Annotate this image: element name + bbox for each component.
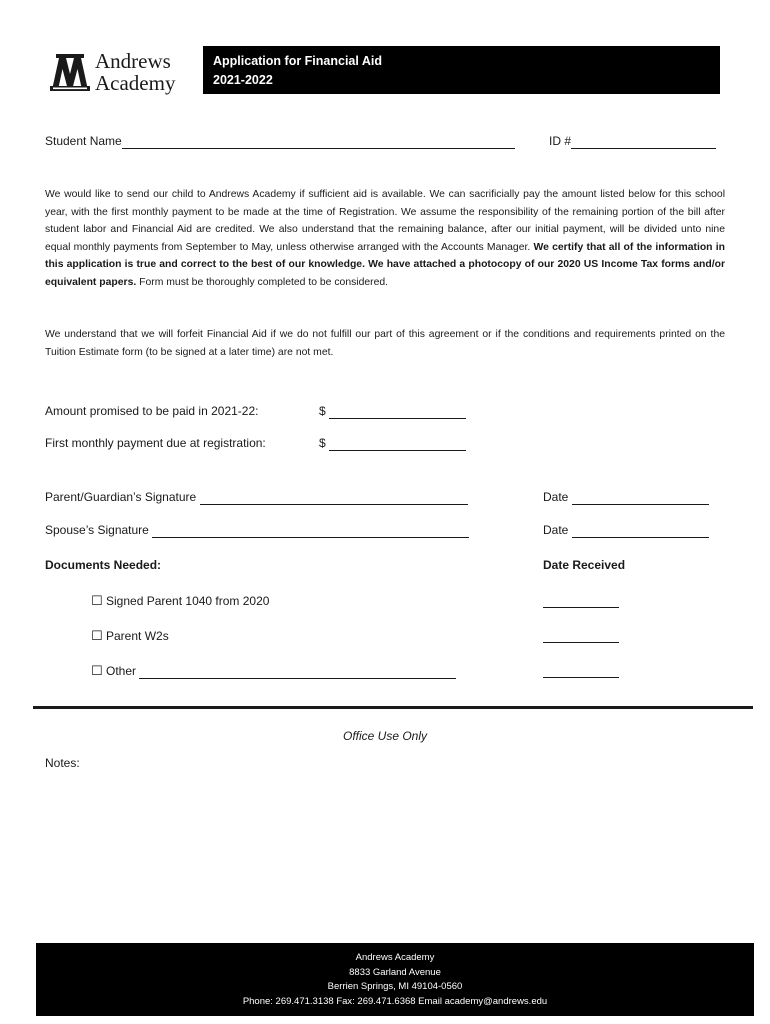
academy-logo [50, 48, 185, 98]
document-item-w2 [91, 628, 169, 644]
date-received-heading: Date Received [543, 558, 626, 572]
checkbox-other[interactable]: ☐ [91, 663, 103, 678]
notes-label: Notes: [45, 756, 80, 770]
amount-promised-row [319, 404, 466, 419]
date-received-other-field[interactable] [543, 663, 619, 678]
student-id-row [549, 134, 716, 149]
spouse-signature-row [45, 523, 469, 538]
parent-signature-row [45, 490, 468, 505]
section-divider [33, 706, 753, 709]
date-label: Date [543, 490, 569, 504]
academy-logo-icon [50, 52, 90, 92]
agreement-paragraph [45, 186, 725, 292]
form-year: 2021-2022 [213, 73, 273, 87]
spouse-signature-field[interactable] [152, 523, 469, 538]
agreement-text-a: We would like to send our child to Andrews Academy if sufficient aid is available. We can sacrificially pay the amount listed below for this school year, with the first monthly payment to be made at the time of Registration. We assume the responsibility of the remaining portion of the bill after student labor and Financial Aid are credited. We also understand that the remaining balance, after our initial payment, will be divided unto nine equal monthly payments from September to May, unless otherwise arranged with the Accounts Manager. [45, 189, 725, 253]
student-name-field[interactable] [122, 134, 515, 149]
document-label-other: Other [106, 664, 137, 678]
logo-line-1: Andrews [95, 49, 171, 73]
date-received-1040-field[interactable] [543, 593, 619, 608]
checkbox-w2[interactable]: ☐ [91, 628, 103, 643]
agreement-text-b: Form must be thoroughly completed to be considered. [136, 276, 389, 288]
parent-signature-label: Parent/Guardian’s Signature [45, 490, 197, 504]
first-payment-label: First monthly payment due at registration: [45, 436, 266, 450]
office-use-heading: Office Use Only [342, 729, 428, 743]
amount-promised-label: Amount promised to be paid in 2021-22: [45, 404, 259, 418]
currency-sign: $ [319, 436, 326, 450]
form-title-box [203, 46, 720, 94]
first-payment-field[interactable] [329, 436, 466, 451]
document-label-1040: Signed Parent 1040 from 2020 [106, 594, 270, 608]
currency-sign: $ [319, 404, 326, 418]
footer [36, 943, 754, 1016]
certification-text: We certify that all of the information in this application is true and correct to the best of our knowledge. We have attached a photocopy of our 2020 US Income Tax forms and/or equivalent papers. [45, 241, 725, 288]
amount-promised-field[interactable] [329, 404, 466, 419]
spouse-date-row [543, 523, 709, 538]
student-name-label: Student Name [45, 134, 122, 148]
logo-line-2: Academy [95, 71, 176, 95]
parent-signature-field[interactable] [200, 490, 468, 505]
forfeit-paragraph: We understand that we will forfeit Financial Aid if we do not fulfill our part of this agreement or if the conditions and requirements printed on the Tuition Estimate form (to be signed at a later time) are not met. [45, 329, 725, 358]
footer-street: 8833 Garland Avenue [349, 966, 441, 978]
document-item-1040 [91, 593, 269, 609]
student-id-label: ID # [549, 134, 572, 148]
form-title: Application for Financial Aid [213, 54, 382, 68]
footer-city: Berrien Springs, MI 49104-0560 [327, 981, 463, 992]
checkbox-1040[interactable]: ☐ [91, 593, 103, 608]
other-document-field[interactable] [139, 664, 456, 679]
spouse-signature-label: Spouse’s Signature [45, 523, 149, 537]
student-id-field[interactable] [571, 134, 716, 149]
date-label: Date [543, 523, 569, 537]
first-payment-row [319, 436, 466, 451]
date-received-w2-field[interactable] [543, 628, 619, 643]
parent-date-row [543, 490, 709, 505]
spouse-date-field[interactable] [572, 523, 709, 538]
documents-heading: Documents Needed: [45, 558, 162, 572]
footer-name: Andrews Academy [355, 952, 435, 963]
footer-contact: Phone: 269.471.3138 Fax: 269.471.6368 Email academy@andrews.edu [242, 995, 548, 1007]
student-name-row [45, 134, 515, 149]
parent-date-field[interactable] [572, 490, 709, 505]
document-item-other [91, 663, 456, 679]
document-label-w2: Parent W2s [106, 629, 169, 643]
